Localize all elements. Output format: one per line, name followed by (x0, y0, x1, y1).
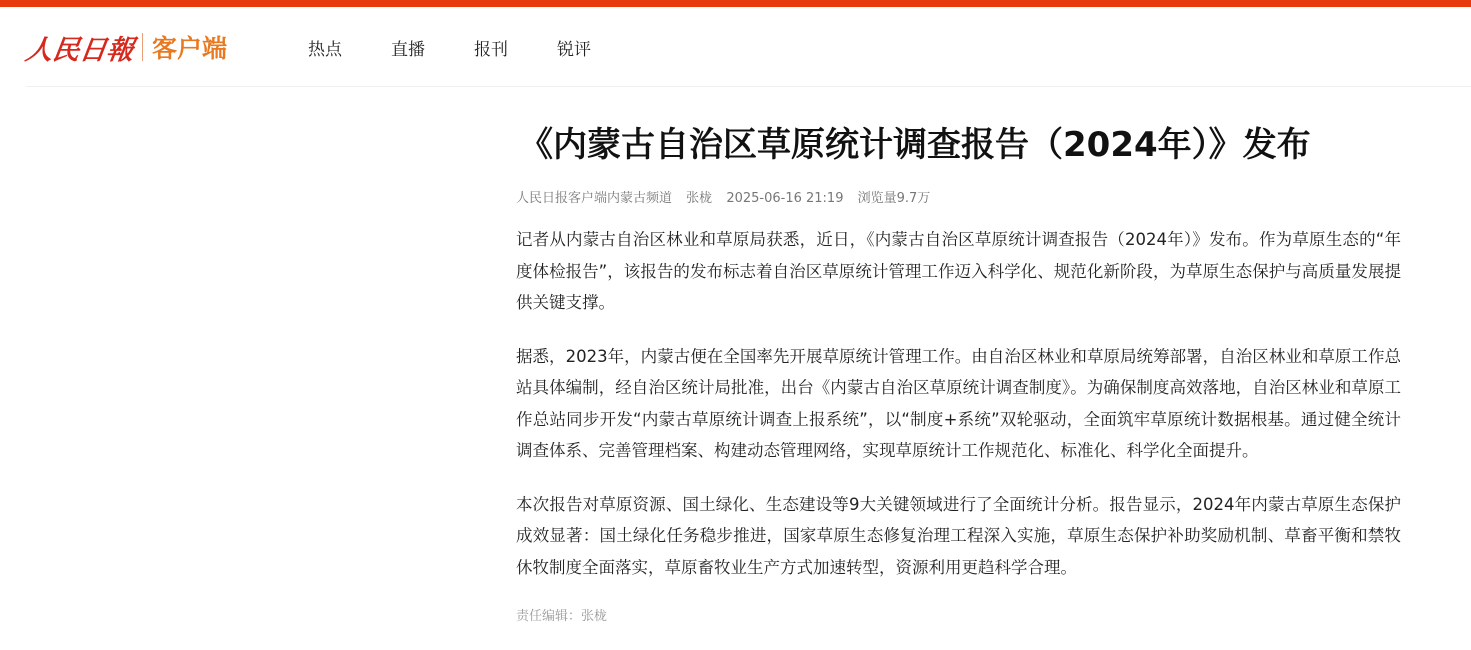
nav-item-hot[interactable]: 热点 (308, 40, 342, 60)
article-datetime: 2025-06-16 21:19 (726, 191, 844, 206)
article-author: 张栊 (686, 191, 713, 206)
logo-text: 人民日報 (23, 34, 136, 66)
article-paragraph: 本次报告对草原资源、国土绿化、生态建设等9大关键领域进行了全面统计分析。报告显示，2024年内蒙古草原生态保护成效显著：国土绿化任务稳步推进，国家草原生态修复治理工程深入实施，草原生态保护补助奖励机制、草畜平衡和禁牧休牧制度全面落实，草原畜牧业生产方式加速转型，资源利用更趋科学合理。 (516, 494, 1401, 577)
logo-divider (142, 33, 143, 61)
article-title: 《内蒙古自治区草原统计调查报告（2024年）》发布 (519, 125, 1311, 165)
article-paragraph: 据悉，2023年，内蒙古便在全国率先开展草原统计管理工作。由自治区林业和草原局统筹部署，自治区林业和草原工作总站具体编制，经自治区统计局批准，出台《内蒙古自治区草原统计调查制度》。为确保制度高效落地，自治区林业和草原工作总站同步开发“内蒙古草原统计调查上报系统”，以“制度+系统”双轮驱动，全面筑牢草原统计数据根基。通过健全统计调查体系、完善管理档案、构建动态管理网络，实现草原统计工作规范化、标准化、科学化全面提升。 (516, 346, 1401, 460)
site-logo[interactable] (23, 27, 228, 67)
nav-item-live[interactable]: 直播 (391, 40, 425, 60)
main-nav (308, 35, 640, 60)
header-divider (26, 86, 1471, 87)
article-editor: 责任编辑：张栊 (516, 609, 608, 624)
article-body (516, 224, 1401, 583)
logo-subtitle: 客户端 (152, 34, 228, 63)
nav-item-commentary[interactable]: 锐评 (557, 40, 591, 60)
article (516, 118, 1401, 624)
site-header (0, 7, 1471, 87)
article-views: 浏览量9.7万 (857, 191, 931, 206)
article-source: 人民日报客户端内蒙古频道 (516, 191, 673, 206)
top-accent-bar (0, 0, 1471, 7)
article-paragraph: 记者从内蒙古自治区林业和草原局获悉，近日，《内蒙古自治区草原统计调查报告（2024年）》发布。作为草原生态的“年度体检报告”，该报告的发布标志着自治区草原统计管理工作迈入科学化、规范化新阶段，为草原生态保护与高质量发展提供关键支撑。 (516, 230, 1401, 312)
nav-item-newspaper[interactable]: 报刊 (474, 40, 508, 60)
article-meta (516, 187, 1401, 206)
